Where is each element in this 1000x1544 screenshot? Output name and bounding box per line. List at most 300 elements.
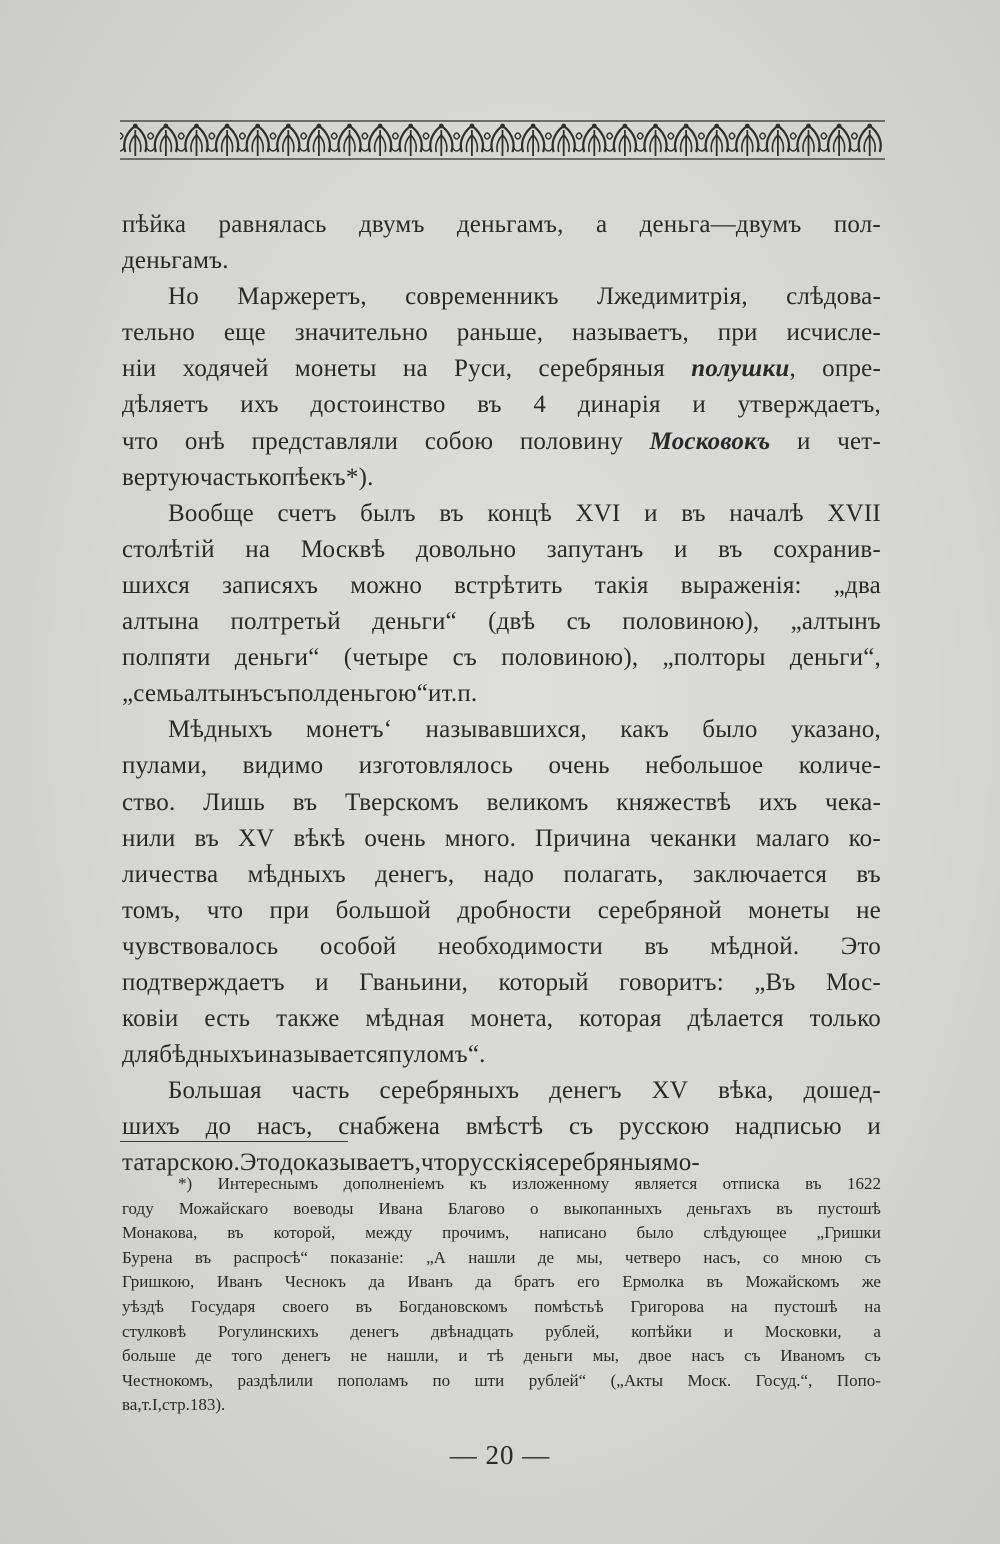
word: вѣка, (718, 1077, 774, 1105)
word: Чеснокъ (284, 1272, 347, 1292)
word: Моск. (687, 1370, 732, 1390)
word: шихъ (122, 1113, 180, 1141)
word: въ (856, 860, 881, 888)
footnote-line (122, 1320, 881, 1345)
word: ковіи (122, 1005, 179, 1033)
word: нили (122, 824, 176, 852)
word: двое (638, 1346, 672, 1366)
text-line (122, 315, 881, 351)
word: между (365, 1223, 413, 1243)
word: ихъ (240, 391, 279, 419)
word: отписка (722, 1174, 780, 1193)
word: полпяти (122, 644, 211, 672)
word: а (873, 1321, 881, 1341)
word: полденьгою“ (287, 680, 429, 708)
word: насъ (691, 1346, 725, 1366)
word: ство. (122, 788, 176, 816)
word: слѣдующее (703, 1223, 787, 1243)
word: насъ, (703, 1247, 741, 1267)
word: чет- (837, 427, 881, 455)
word: на (402, 355, 428, 383)
word: XVI (575, 499, 621, 527)
word: изготовлялось (358, 752, 514, 780)
word: Государя (190, 1296, 256, 1316)
word: Тверскомъ (345, 788, 459, 816)
word: полушки, (691, 355, 796, 383)
word: и (867, 1113, 881, 1141)
word: выкопанныхъ (563, 1198, 662, 1218)
text-line (122, 207, 881, 243)
word: деньгамъ. (122, 247, 229, 275)
word: Можайскомъ (745, 1272, 840, 1292)
word: деньги“ (372, 608, 457, 636)
word: деньги“, (789, 644, 881, 672)
word: называетъ, (572, 319, 689, 347)
word: уѣздѣ (122, 1296, 165, 1316)
word: своего (282, 1296, 329, 1316)
word: съ (566, 608, 592, 636)
word: пѣйка (122, 211, 187, 238)
word: Москвѣ (300, 535, 386, 563)
word: о (529, 1198, 539, 1218)
word: подтверждаетъ (122, 968, 285, 996)
word: Лишь (203, 788, 265, 816)
word: дополненіемъ (343, 1174, 445, 1193)
word: Попо- (836, 1370, 881, 1390)
word: въ (477, 391, 502, 419)
word: мѣдной. (710, 932, 800, 960)
word: на (864, 1296, 881, 1316)
word: пустошѣ (817, 1198, 881, 1218)
word: тѣ (487, 1346, 504, 1366)
word: при (717, 319, 758, 347)
word: указано, (790, 716, 881, 744)
word: Гваньини, (359, 968, 469, 996)
word: т. (141, 1395, 153, 1415)
word: раздѣлили (237, 1370, 313, 1390)
word: и (723, 1321, 733, 1341)
word: же (861, 1272, 881, 1292)
word: и (674, 535, 688, 563)
word: въ (227, 1223, 244, 1243)
word: де (195, 1346, 212, 1366)
word: Интереснымъ (217, 1174, 319, 1193)
word: шихся (122, 571, 191, 599)
word: („Акты (610, 1370, 663, 1390)
word: Иванъ (216, 1272, 263, 1292)
word: русскою (619, 1113, 710, 1141)
word: на (245, 535, 271, 563)
word: небольшое (645, 752, 764, 780)
word: воеводы (293, 1198, 354, 1218)
footnote-line (122, 1369, 881, 1394)
word: деньга—двумъ (639, 211, 802, 238)
word: на (730, 1296, 748, 1316)
word: и (796, 427, 811, 455)
word: слѣдова- (786, 283, 881, 311)
word: къ (469, 1174, 487, 1193)
text-line (122, 929, 881, 965)
text-line (122, 748, 881, 784)
floral-border-ornament-icon (120, 118, 885, 162)
word: малаго (755, 824, 830, 852)
word: которая (579, 1005, 662, 1033)
word: со (762, 1247, 779, 1267)
word: запутанъ (546, 535, 644, 563)
word: въ (718, 535, 743, 563)
word: двумъ (358, 211, 425, 238)
word: половину (519, 427, 624, 455)
text-line (122, 1073, 881, 1109)
word: и (458, 1346, 468, 1366)
word: раньше, (456, 319, 544, 347)
word: пол- (833, 211, 881, 238)
word: тельно (122, 319, 195, 347)
text-line (122, 568, 881, 604)
word: Благово (447, 1198, 505, 1218)
word: изложенному (512, 1174, 610, 1193)
word: деньгамъ, (456, 211, 564, 238)
word: до (205, 1113, 232, 1141)
word: количе- (798, 752, 881, 780)
word: надо (483, 860, 535, 888)
word: (двѣ (488, 608, 536, 636)
word: часть (199, 463, 258, 491)
word: 183). (189, 1395, 226, 1415)
word: рублей“ (528, 1370, 587, 1390)
word: прочимъ, (442, 1223, 510, 1243)
word: концѣ (487, 499, 553, 527)
word: четверо (625, 1247, 682, 1267)
text-line (122, 243, 881, 279)
word: исчисле- (786, 319, 881, 347)
word: что (421, 1149, 458, 1177)
word: въ (805, 1174, 822, 1193)
word: въ (706, 1272, 723, 1292)
word: да (368, 1272, 385, 1292)
word: записяхъ (222, 571, 319, 599)
word: очень (548, 752, 610, 780)
word: которой, (273, 1223, 336, 1243)
word: съ (568, 1113, 594, 1141)
word: де (537, 1247, 555, 1267)
word: ва, (122, 1395, 142, 1415)
word: вѣкѣ (293, 824, 346, 852)
word: монеты (748, 896, 830, 924)
word: мѣдная (365, 1005, 445, 1033)
word: Григорова (630, 1296, 705, 1316)
word: двѣнадцать (430, 1321, 514, 1341)
word: великомъ (486, 788, 589, 816)
word: бѣдныхъ (159, 1041, 255, 1069)
word: для (122, 1041, 160, 1069)
word: и (692, 391, 706, 419)
word: п. (457, 680, 478, 708)
word: счетъ (277, 499, 337, 527)
word: Иваномъ (780, 1346, 845, 1366)
word: деньгахъ (686, 1198, 752, 1218)
word: серебряныя (536, 1149, 663, 1177)
word: по (432, 1370, 451, 1390)
word: „А (426, 1247, 446, 1267)
word: заключается (692, 860, 828, 888)
word: чеканки (649, 824, 737, 852)
word: онѣ (184, 427, 225, 455)
word: значительно (294, 319, 428, 347)
word: особой (319, 932, 397, 960)
word: что (122, 427, 159, 455)
word: въ (194, 1247, 212, 1267)
word: половиною), (622, 608, 760, 636)
word: насъ, (256, 1113, 313, 1141)
word: и (644, 499, 658, 527)
word: современникъ (405, 283, 559, 311)
word: мо- (662, 1149, 700, 1177)
text-line (122, 640, 881, 676)
footnote-line (122, 1172, 881, 1197)
footnote-line (122, 1221, 881, 1246)
word: часть (291, 1077, 350, 1105)
word: серебряныхъ (379, 1077, 520, 1105)
word: денегъ (350, 1321, 399, 1341)
word: Ивана (378, 1198, 423, 1218)
word: братъ (514, 1272, 555, 1292)
word: много. (444, 824, 517, 852)
word: дѣлается (687, 1005, 784, 1033)
word: половиною), (501, 644, 639, 672)
word: опре- (822, 355, 881, 383)
word: распросѣ“ (233, 1247, 308, 1267)
word: говоритъ: (619, 968, 724, 996)
word: вмѣстѣ (465, 1113, 544, 1141)
footnote-line (122, 1344, 881, 1369)
text-line (122, 496, 881, 532)
word: пустошѣ (774, 1296, 838, 1316)
word: Честнокомъ, (122, 1370, 213, 1390)
word: не (856, 896, 881, 924)
word: XV (237, 824, 275, 852)
word: показаніе: (330, 1247, 404, 1267)
text-line (122, 351, 881, 387)
text-line (122, 604, 881, 640)
word: стр. (161, 1395, 190, 1415)
word: а (595, 211, 608, 238)
word: монета, (470, 1005, 554, 1033)
word: Руси, (454, 355, 513, 383)
word: личества (122, 860, 219, 888)
footnote-line (122, 1393, 881, 1418)
word: дошед- (803, 1077, 881, 1105)
word: при (269, 896, 310, 924)
text-line (122, 965, 881, 1001)
word: въ (681, 499, 706, 527)
word: и (315, 968, 329, 996)
word: что (206, 896, 244, 924)
word: сохранив- (773, 535, 881, 563)
word: серебряной (597, 896, 722, 924)
word: I, (152, 1395, 162, 1415)
word: алтынъ (183, 680, 263, 708)
word: полагать, (563, 860, 664, 888)
word: монетъ‘ (305, 716, 393, 744)
main-text (122, 207, 881, 1182)
word: рублей, (545, 1321, 600, 1341)
word: является (634, 1174, 698, 1193)
word: Это (239, 1149, 281, 1177)
text-line (122, 424, 881, 460)
word: „алтынъ (790, 608, 881, 636)
word: въ (439, 499, 464, 527)
word: дробности (457, 896, 572, 924)
word: есть (204, 1005, 251, 1033)
word: XVII (827, 499, 881, 527)
footnote-line (122, 1270, 881, 1295)
word: надписью (735, 1113, 842, 1141)
word: большой (335, 896, 431, 924)
word: дѣляетъ (122, 391, 209, 419)
word: полтретьй (230, 608, 341, 636)
word: какъ (620, 716, 669, 744)
text-line (122, 387, 881, 423)
word: равнялась (218, 211, 327, 238)
word: Иванъ (407, 1272, 453, 1292)
text-line (122, 279, 881, 315)
word: *). (345, 463, 374, 491)
word: Но (168, 283, 199, 311)
word: въ (644, 932, 669, 960)
word: нашли (468, 1247, 516, 1267)
word: столѣтій (122, 535, 215, 563)
word: довольно (415, 535, 517, 563)
word: Мос- (825, 968, 881, 996)
word: „два (833, 571, 881, 599)
word: динарія (577, 391, 661, 419)
footnote-line (122, 1246, 881, 1271)
word: такія (594, 571, 649, 599)
word: можно (350, 571, 423, 599)
word: пуломъ“. (388, 1041, 486, 1069)
footnote-line (122, 1295, 881, 1320)
word: въ (355, 1296, 373, 1316)
word: пулами, (122, 752, 208, 780)
word: написано (539, 1223, 607, 1243)
word: съ (744, 1346, 761, 1366)
word: еще (223, 319, 266, 347)
text-line (122, 893, 881, 929)
text-line (122, 676, 881, 712)
word: деньги (523, 1346, 573, 1366)
word: шти (474, 1370, 505, 1390)
word: „Въ (754, 968, 796, 996)
word: было (702, 716, 758, 744)
word: стулковѣ (122, 1321, 187, 1341)
word: больше (122, 1346, 176, 1366)
word: очень (364, 824, 426, 852)
text-line (122, 821, 881, 857)
word: необходимости (437, 932, 603, 960)
footnote-line (122, 1197, 881, 1222)
word: въ (194, 824, 219, 852)
word: достоинство (310, 391, 446, 419)
word: алтына (122, 608, 200, 636)
word: съ (262, 680, 288, 708)
word: Это (840, 932, 881, 960)
word: т. (441, 680, 458, 708)
word: выраженія: (680, 571, 802, 599)
word: также (276, 1005, 340, 1033)
word: мною (801, 1247, 843, 1267)
word: въ (776, 1198, 793, 1218)
word: Бурена (122, 1247, 173, 1267)
word: да (475, 1272, 492, 1292)
word: чувствовалось (122, 932, 279, 960)
word: который (498, 968, 589, 996)
word: мы, (576, 1247, 603, 1267)
word: съ (864, 1346, 881, 1366)
word: ходячей (182, 355, 269, 383)
word: помѣстьѣ (534, 1296, 604, 1316)
footnote (122, 1172, 881, 1418)
word: Вообще (168, 499, 254, 527)
word: было (636, 1223, 674, 1243)
word: XV (651, 1077, 689, 1105)
word: не (350, 1346, 368, 1366)
word: представляли (251, 427, 399, 455)
word: копѣекъ (258, 463, 346, 491)
word: Гришкою, (122, 1272, 195, 1292)
word: Рогулинскихъ (218, 1321, 319, 1341)
text-line (122, 1037, 881, 1073)
text-line (122, 460, 881, 496)
word: утверждаетъ, (737, 391, 881, 419)
word: съ (452, 644, 478, 672)
word: чека- (825, 788, 881, 816)
word: *) (178, 1174, 193, 1193)
word: Богдановскомъ (398, 1296, 508, 1316)
word: ихъ (758, 788, 798, 816)
word: только (809, 1005, 881, 1033)
word: Мѣдныхъ (168, 716, 273, 744)
word: его (577, 1272, 600, 1292)
page-number: — 20 — (449, 1440, 551, 1470)
word: Монакова, (122, 1223, 198, 1243)
word: серебряныя (538, 355, 665, 383)
word: Маржеретъ, (237, 283, 367, 311)
word: 4 (533, 391, 547, 419)
word: вертую (122, 463, 200, 491)
word: называется (267, 1041, 389, 1069)
word: году (122, 1198, 154, 1218)
word: пополамъ (337, 1370, 408, 1390)
word: того (231, 1346, 263, 1366)
footnote-divider (120, 1141, 348, 1142)
word: „Гришки (816, 1223, 881, 1243)
word: Московокъ (649, 427, 771, 455)
word: денегъ, (375, 860, 455, 888)
word: Московки, (764, 1321, 842, 1341)
word: былъ (360, 499, 416, 527)
word: Можайскаго (178, 1198, 269, 1218)
word: 1622 (846, 1174, 881, 1193)
word-tail: , (789, 355, 796, 383)
word: собою (424, 427, 494, 455)
word: въ (292, 788, 318, 816)
word: денегъ (549, 1077, 622, 1105)
word: „полторы (662, 644, 766, 672)
word: Ермолка (622, 1272, 684, 1292)
word: томъ, (122, 896, 181, 924)
word: денегъ (282, 1346, 331, 1366)
